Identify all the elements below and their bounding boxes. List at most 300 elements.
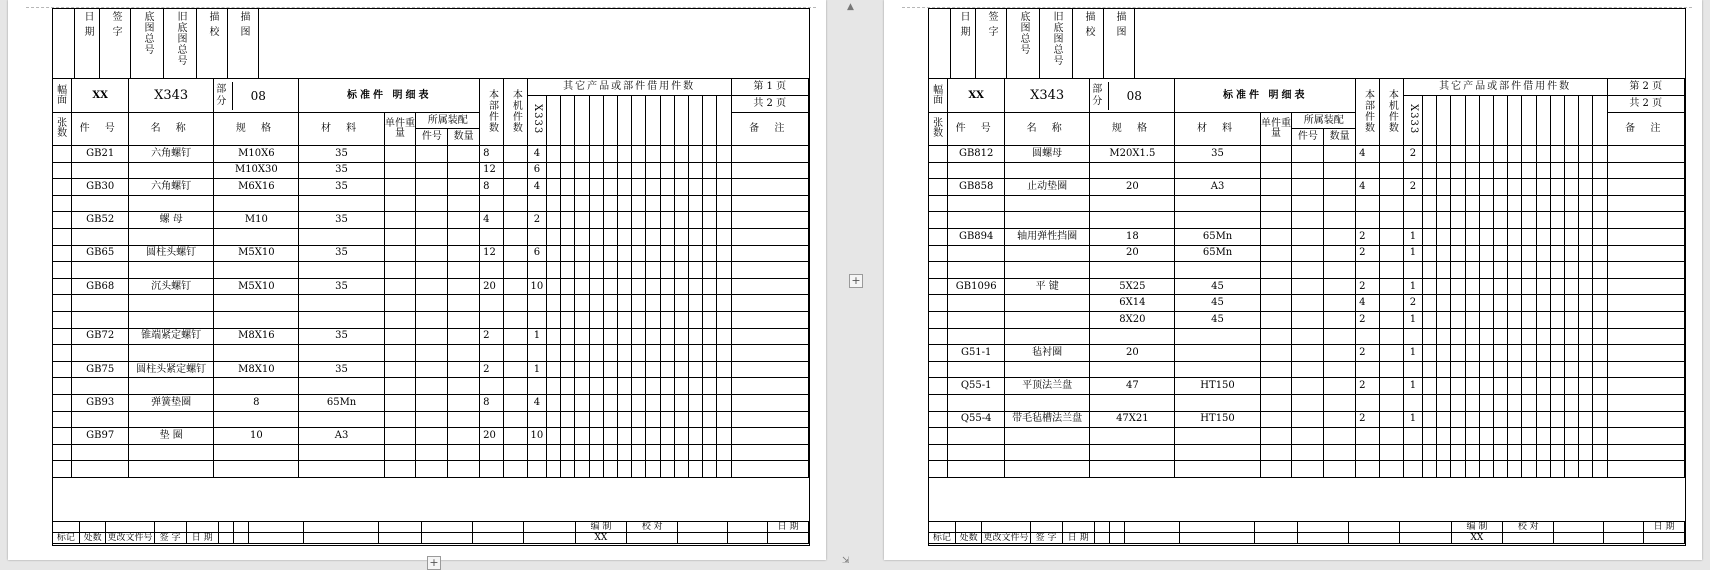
borrow-cell[interactable]	[561, 228, 575, 245]
borrow-cell[interactable]	[561, 444, 575, 461]
borrow-cell[interactable]	[660, 444, 674, 461]
borrow-cell[interactable]	[1522, 378, 1536, 395]
spec-cell[interactable]: 5X25	[1090, 278, 1175, 295]
borrow-cell[interactable]	[660, 311, 674, 328]
machine-qty-cell[interactable]	[503, 162, 527, 179]
assembly-no-cell[interactable]	[416, 361, 448, 378]
borrow-cell[interactable]	[575, 179, 589, 196]
borrow-cell[interactable]	[603, 295, 617, 312]
borrow-cell[interactable]	[1593, 146, 1607, 163]
borrow-cell[interactable]	[688, 295, 702, 312]
borrow-cell[interactable]	[1437, 345, 1451, 362]
borrow-cell[interactable]	[1579, 394, 1593, 411]
borrow-cell[interactable]	[1593, 162, 1607, 179]
borrow-cell[interactable]	[688, 179, 702, 196]
part-qty-cell[interactable]: 2	[480, 361, 504, 378]
borrow-cell[interactable]	[1423, 295, 1437, 312]
part-no-cell[interactable]	[72, 444, 129, 461]
borrow-cell[interactable]	[660, 461, 674, 478]
borrow-cell[interactable]	[1465, 428, 1479, 445]
assembly-qty-cell[interactable]	[1324, 195, 1356, 212]
borrow-cell[interactable]	[646, 411, 660, 428]
assembly-qty-cell[interactable]	[1324, 361, 1356, 378]
borrow-cell[interactable]	[575, 428, 589, 445]
machine-qty-cell[interactable]	[503, 278, 527, 295]
borrow-cell[interactable]	[575, 461, 589, 478]
borrow-cell[interactable]	[618, 146, 632, 163]
borrow-cell[interactable]	[1479, 146, 1493, 163]
borrow-cell[interactable]	[1423, 262, 1437, 279]
borrow-cell[interactable]	[603, 345, 617, 362]
borrow-cell[interactable]	[561, 378, 575, 395]
part-qty-cell[interactable]: 4	[1356, 179, 1380, 196]
x-series-cell[interactable]	[527, 345, 546, 362]
borrow-cell[interactable]	[589, 328, 603, 345]
borrow-cell[interactable]	[1479, 262, 1493, 279]
spec-cell[interactable]: 8X20	[1090, 311, 1175, 328]
borrow-cell[interactable]	[1508, 228, 1522, 245]
borrow-cell[interactable]	[1536, 361, 1550, 378]
part-qty-cell[interactable]: 2	[1356, 345, 1380, 362]
borrow-cell[interactable]	[618, 278, 632, 295]
borrow-cell[interactable]	[1564, 444, 1578, 461]
x-series-cell[interactable]	[527, 262, 546, 279]
name-cell[interactable]: 垫 圈	[129, 428, 214, 445]
borrow-cell[interactable]	[618, 361, 632, 378]
borrow-cell[interactable]	[618, 378, 632, 395]
borrow-cell[interactable]	[575, 328, 589, 345]
borrow-cell[interactable]	[674, 328, 688, 345]
unit-weight-cell[interactable]	[384, 345, 416, 362]
borrow-cell[interactable]	[1536, 179, 1550, 196]
borrow-cell[interactable]	[1437, 361, 1451, 378]
borrow-cell[interactable]	[1508, 179, 1522, 196]
borrow-cell[interactable]	[688, 278, 702, 295]
borrow-cell[interactable]	[703, 146, 717, 163]
borrow-cell[interactable]	[1451, 428, 1465, 445]
part-no-cell[interactable]: GB75	[72, 361, 129, 378]
name-cell[interactable]: 圆柱头螺钉	[129, 245, 214, 262]
assembly-no-cell[interactable]	[1292, 195, 1324, 212]
spec-cell[interactable]	[214, 295, 299, 312]
borrow-cell[interactable]	[703, 444, 717, 461]
borrow-cell[interactable]	[547, 146, 561, 163]
borrow-cell[interactable]	[646, 444, 660, 461]
borrow-cell[interactable]	[1536, 328, 1550, 345]
assembly-qty-cell[interactable]	[448, 394, 480, 411]
material-cell[interactable]: 35	[299, 146, 384, 163]
machine-qty-cell[interactable]	[1379, 428, 1403, 445]
borrow-cell[interactable]	[646, 345, 660, 362]
material-cell[interactable]: 35	[299, 179, 384, 196]
borrow-cell[interactable]	[1423, 195, 1437, 212]
part-no-cell[interactable]: G51-1	[948, 345, 1005, 362]
borrow-cell[interactable]	[603, 394, 617, 411]
borrow-cell[interactable]	[1494, 195, 1508, 212]
part-no-cell[interactable]	[72, 311, 129, 328]
borrow-cell[interactable]	[632, 328, 646, 345]
spec-cell[interactable]	[214, 311, 299, 328]
borrow-cell[interactable]	[1522, 179, 1536, 196]
borrow-cell[interactable]	[547, 378, 561, 395]
borrow-cell[interactable]	[1451, 179, 1465, 196]
borrow-cell[interactable]	[575, 212, 589, 229]
machine-qty-cell[interactable]	[503, 428, 527, 445]
borrow-cell[interactable]	[674, 278, 688, 295]
borrow-cell[interactable]	[688, 162, 702, 179]
borrow-cell[interactable]	[1508, 146, 1522, 163]
name-cell[interactable]	[1005, 212, 1090, 229]
borrow-cell[interactable]	[660, 345, 674, 362]
part-qty-cell[interactable]: 2	[1356, 245, 1380, 262]
borrow-cell[interactable]	[1479, 444, 1493, 461]
remarks-cell[interactable]	[1607, 278, 1685, 295]
borrow-cell[interactable]	[646, 228, 660, 245]
assembly-no-cell[interactable]	[1292, 428, 1324, 445]
assembly-no-cell[interactable]	[1292, 361, 1324, 378]
assembly-qty-cell[interactable]	[1324, 162, 1356, 179]
material-cell[interactable]	[1175, 328, 1260, 345]
borrow-cell[interactable]	[618, 245, 632, 262]
borrow-cell[interactable]	[1479, 345, 1493, 362]
borrow-cell[interactable]	[589, 146, 603, 163]
machine-qty-cell[interactable]	[503, 195, 527, 212]
x-series-cell[interactable]	[527, 311, 546, 328]
assembly-no-cell[interactable]	[416, 179, 448, 196]
part-no-cell[interactable]	[72, 262, 129, 279]
borrow-cell[interactable]	[1451, 411, 1465, 428]
borrow-cell[interactable]	[1508, 411, 1522, 428]
borrow-cell[interactable]	[1593, 228, 1607, 245]
borrow-cell[interactable]	[1564, 162, 1578, 179]
material-cell[interactable]	[1175, 162, 1260, 179]
assembly-qty-cell[interactable]	[1324, 311, 1356, 328]
x-series-cell[interactable]: 1	[1403, 378, 1422, 395]
machine-qty-cell[interactable]	[1379, 262, 1403, 279]
part-qty-cell[interactable]	[480, 378, 504, 395]
borrow-cell[interactable]	[688, 212, 702, 229]
borrow-cell[interactable]	[561, 146, 575, 163]
spec-cell[interactable]: 47	[1090, 378, 1175, 395]
borrow-cell[interactable]	[618, 228, 632, 245]
borrow-cell[interactable]	[1465, 262, 1479, 279]
x-series-cell[interactable]	[527, 461, 546, 478]
borrow-cell[interactable]	[1536, 245, 1550, 262]
machine-qty-cell[interactable]	[1379, 228, 1403, 245]
borrow-cell[interactable]	[1593, 195, 1607, 212]
part-no-cell[interactable]	[72, 411, 129, 428]
remarks-cell[interactable]	[731, 162, 809, 179]
borrow-cell[interactable]	[1437, 378, 1451, 395]
borrow-cell[interactable]	[660, 378, 674, 395]
machine-qty-cell[interactable]	[503, 394, 527, 411]
spec-cell[interactable]	[214, 228, 299, 245]
borrow-cell[interactable]	[589, 228, 603, 245]
part-no-cell[interactable]: GB97	[72, 428, 129, 445]
name-cell[interactable]: 沉头螺钉	[129, 278, 214, 295]
assembly-qty-cell[interactable]	[1324, 328, 1356, 345]
borrow-cell[interactable]	[632, 444, 646, 461]
x-series-cell[interactable]: 1	[1403, 311, 1422, 328]
borrow-cell[interactable]	[703, 461, 717, 478]
part-qty-cell[interactable]: 2	[480, 328, 504, 345]
machine-qty-cell[interactable]	[503, 179, 527, 196]
borrow-cell[interactable]	[1494, 461, 1508, 478]
material-cell[interactable]: A3	[1175, 179, 1260, 196]
add-column-icon[interactable]: +	[849, 274, 863, 288]
assembly-no-cell[interactable]	[1292, 328, 1324, 345]
part-qty-cell[interactable]	[1356, 262, 1380, 279]
remarks-cell[interactable]	[731, 311, 809, 328]
borrow-cell[interactable]	[717, 361, 731, 378]
borrow-cell[interactable]	[703, 228, 717, 245]
remarks-cell[interactable]	[731, 428, 809, 445]
document-body[interactable]	[928, 8, 1686, 546]
borrow-cell[interactable]	[1593, 311, 1607, 328]
spec-cell[interactable]	[1090, 262, 1175, 279]
material-cell[interactable]	[1175, 212, 1260, 229]
part-qty-cell[interactable]	[1356, 328, 1380, 345]
borrow-cell[interactable]	[575, 311, 589, 328]
material-cell[interactable]	[299, 262, 384, 279]
borrow-cell[interactable]	[1479, 162, 1493, 179]
borrow-cell[interactable]	[1508, 461, 1522, 478]
x-series-cell[interactable]	[1403, 262, 1422, 279]
borrow-cell[interactable]	[1494, 394, 1508, 411]
borrow-cell[interactable]	[1579, 278, 1593, 295]
machine-qty-cell[interactable]	[503, 444, 527, 461]
parts-table[interactable]	[928, 78, 1685, 478]
borrow-cell[interactable]	[1451, 394, 1465, 411]
borrow-cell[interactable]	[717, 311, 731, 328]
borrow-cell[interactable]	[1564, 411, 1578, 428]
borrow-cell[interactable]	[1465, 461, 1479, 478]
borrow-cell[interactable]	[1536, 378, 1550, 395]
borrow-cell[interactable]	[547, 311, 561, 328]
borrow-cell[interactable]	[646, 278, 660, 295]
borrow-cell[interactable]	[1536, 411, 1550, 428]
borrow-cell[interactable]	[618, 345, 632, 362]
borrow-cell[interactable]	[1550, 228, 1564, 245]
borrow-cell[interactable]	[1522, 328, 1536, 345]
borrow-cell[interactable]	[1494, 378, 1508, 395]
spec-cell[interactable]: 47X21	[1090, 411, 1175, 428]
x-series-cell[interactable]: 4	[527, 394, 546, 411]
material-cell[interactable]	[299, 311, 384, 328]
borrow-cell[interactable]	[1508, 162, 1522, 179]
material-cell[interactable]: 35	[299, 278, 384, 295]
x-series-cell[interactable]	[1403, 328, 1422, 345]
material-cell[interactable]	[1175, 361, 1260, 378]
part-qty-cell[interactable]	[480, 411, 504, 428]
borrow-cell[interactable]	[618, 162, 632, 179]
remarks-cell[interactable]	[1607, 378, 1685, 395]
part-qty-cell[interactable]	[1356, 428, 1380, 445]
assembly-qty-cell[interactable]	[1324, 278, 1356, 295]
borrow-cell[interactable]	[1550, 295, 1564, 312]
borrow-cell[interactable]	[674, 428, 688, 445]
name-cell[interactable]: 毡衬圈	[1005, 345, 1090, 362]
part-qty-cell[interactable]	[480, 195, 504, 212]
borrow-cell[interactable]	[688, 394, 702, 411]
machine-qty-cell[interactable]	[1379, 394, 1403, 411]
name-cell[interactable]	[1005, 245, 1090, 262]
machine-qty-cell[interactable]	[1379, 311, 1403, 328]
borrow-cell[interactable]	[1564, 311, 1578, 328]
remarks-cell[interactable]	[1607, 295, 1685, 312]
machine-qty-cell[interactable]	[1379, 162, 1403, 179]
part-qty-cell[interactable]	[480, 311, 504, 328]
borrow-cell[interactable]	[1423, 461, 1437, 478]
borrow-cell[interactable]	[646, 245, 660, 262]
borrow-cell[interactable]	[603, 444, 617, 461]
borrow-cell[interactable]	[632, 262, 646, 279]
borrow-cell[interactable]	[575, 394, 589, 411]
unit-weight-cell[interactable]	[1260, 162, 1292, 179]
spec-cell[interactable]: M8X16	[214, 328, 299, 345]
remarks-cell[interactable]	[1607, 179, 1685, 196]
name-cell[interactable]	[129, 378, 214, 395]
borrow-cell[interactable]	[589, 461, 603, 478]
spec-cell[interactable]: M6X16	[214, 179, 299, 196]
borrow-cell[interactable]	[688, 361, 702, 378]
borrow-cell[interactable]	[717, 146, 731, 163]
part-no-cell[interactable]: GB68	[72, 278, 129, 295]
borrow-cell[interactable]	[688, 311, 702, 328]
remarks-cell[interactable]	[731, 179, 809, 196]
assembly-qty-cell[interactable]	[1324, 179, 1356, 196]
borrow-cell[interactable]	[674, 245, 688, 262]
part-qty-cell[interactable]: 2	[1356, 378, 1380, 395]
assembly-qty-cell[interactable]	[1324, 378, 1356, 395]
x-series-cell[interactable]	[1403, 428, 1422, 445]
borrow-cell[interactable]	[1423, 179, 1437, 196]
borrow-cell[interactable]	[1479, 295, 1493, 312]
machine-qty-cell[interactable]	[1379, 278, 1403, 295]
borrow-cell[interactable]	[1451, 345, 1465, 362]
borrow-cell[interactable]	[1579, 295, 1593, 312]
remarks-cell[interactable]	[731, 345, 809, 362]
assembly-qty-cell[interactable]	[1324, 394, 1356, 411]
borrow-cell[interactable]	[603, 378, 617, 395]
borrow-cell[interactable]	[575, 295, 589, 312]
borrow-cell[interactable]	[1579, 212, 1593, 229]
borrow-cell[interactable]	[589, 212, 603, 229]
borrow-cell[interactable]	[646, 428, 660, 445]
borrow-cell[interactable]	[1479, 328, 1493, 345]
borrow-cell[interactable]	[1593, 262, 1607, 279]
material-cell[interactable]: 45	[1175, 278, 1260, 295]
x-series-cell[interactable]: 4	[527, 146, 546, 163]
borrow-cell[interactable]	[1593, 179, 1607, 196]
name-cell[interactable]	[1005, 444, 1090, 461]
assembly-no-cell[interactable]	[1292, 411, 1324, 428]
borrow-cell[interactable]	[547, 461, 561, 478]
part-qty-cell[interactable]: 2	[1356, 278, 1380, 295]
assembly-qty-cell[interactable]	[448, 212, 480, 229]
borrow-cell[interactable]	[1451, 311, 1465, 328]
borrow-cell[interactable]	[1451, 295, 1465, 312]
x-series-cell[interactable]: 4	[527, 179, 546, 196]
machine-qty-cell[interactable]	[1379, 179, 1403, 196]
x-series-cell[interactable]: 1	[1403, 228, 1422, 245]
borrow-cell[interactable]	[1522, 146, 1536, 163]
borrow-cell[interactable]	[1437, 394, 1451, 411]
assembly-qty-cell[interactable]	[1324, 461, 1356, 478]
assembly-qty-cell[interactable]	[1324, 411, 1356, 428]
machine-qty-cell[interactable]	[1379, 461, 1403, 478]
x-series-cell[interactable]: 6	[527, 245, 546, 262]
x-series-cell[interactable]	[527, 378, 546, 395]
unit-weight-cell[interactable]	[1260, 444, 1292, 461]
remarks-cell[interactable]	[1607, 345, 1685, 362]
borrow-cell[interactable]	[1536, 146, 1550, 163]
borrow-cell[interactable]	[1536, 444, 1550, 461]
borrow-cell[interactable]	[603, 162, 617, 179]
material-cell[interactable]: 65Mn	[1175, 228, 1260, 245]
spec-cell[interactable]: M20X1.5	[1090, 146, 1175, 163]
part-no-cell[interactable]: GB858	[948, 179, 1005, 196]
borrow-cell[interactable]	[1536, 212, 1550, 229]
assembly-qty-cell[interactable]	[448, 328, 480, 345]
borrow-cell[interactable]	[688, 195, 702, 212]
borrow-cell[interactable]	[674, 444, 688, 461]
borrow-cell[interactable]	[1508, 444, 1522, 461]
borrow-cell[interactable]	[1494, 278, 1508, 295]
borrow-cell[interactable]	[603, 411, 617, 428]
borrow-cell[interactable]	[660, 411, 674, 428]
name-cell[interactable]: 带毛毡槽法兰盘	[1005, 411, 1090, 428]
borrow-cell[interactable]	[632, 278, 646, 295]
borrow-cell[interactable]	[703, 311, 717, 328]
borrow-cell[interactable]	[703, 212, 717, 229]
borrow-cell[interactable]	[1522, 228, 1536, 245]
borrow-cell[interactable]	[603, 361, 617, 378]
borrow-cell[interactable]	[589, 179, 603, 196]
unit-weight-cell[interactable]	[384, 361, 416, 378]
assembly-qty-cell[interactable]	[448, 428, 480, 445]
borrow-cell[interactable]	[1479, 245, 1493, 262]
part-no-cell[interactable]: GB894	[948, 228, 1005, 245]
spec-cell[interactable]: M5X10	[214, 278, 299, 295]
borrow-cell[interactable]	[575, 195, 589, 212]
borrow-cell[interactable]	[717, 195, 731, 212]
borrow-cell[interactable]	[703, 295, 717, 312]
borrow-cell[interactable]	[717, 262, 731, 279]
borrow-cell[interactable]	[1564, 245, 1578, 262]
material-cell[interactable]: HT150	[1175, 378, 1260, 395]
borrow-cell[interactable]	[589, 311, 603, 328]
borrow-cell[interactable]	[674, 345, 688, 362]
borrow-cell[interactable]	[561, 162, 575, 179]
name-cell[interactable]	[129, 411, 214, 428]
assembly-no-cell[interactable]	[416, 195, 448, 212]
borrow-cell[interactable]	[1479, 461, 1493, 478]
machine-qty-cell[interactable]	[1379, 411, 1403, 428]
borrow-cell[interactable]	[1564, 278, 1578, 295]
borrow-cell[interactable]	[589, 345, 603, 362]
borrow-cell[interactable]	[1522, 428, 1536, 445]
borrow-cell[interactable]	[660, 179, 674, 196]
spec-cell[interactable]	[1090, 461, 1175, 478]
borrow-cell[interactable]	[717, 461, 731, 478]
borrow-cell[interactable]	[717, 428, 731, 445]
unit-weight-cell[interactable]	[1260, 311, 1292, 328]
machine-qty-cell[interactable]	[503, 245, 527, 262]
borrow-cell[interactable]	[1437, 212, 1451, 229]
borrow-cell[interactable]	[632, 394, 646, 411]
x-series-cell[interactable]: 10	[527, 428, 546, 445]
